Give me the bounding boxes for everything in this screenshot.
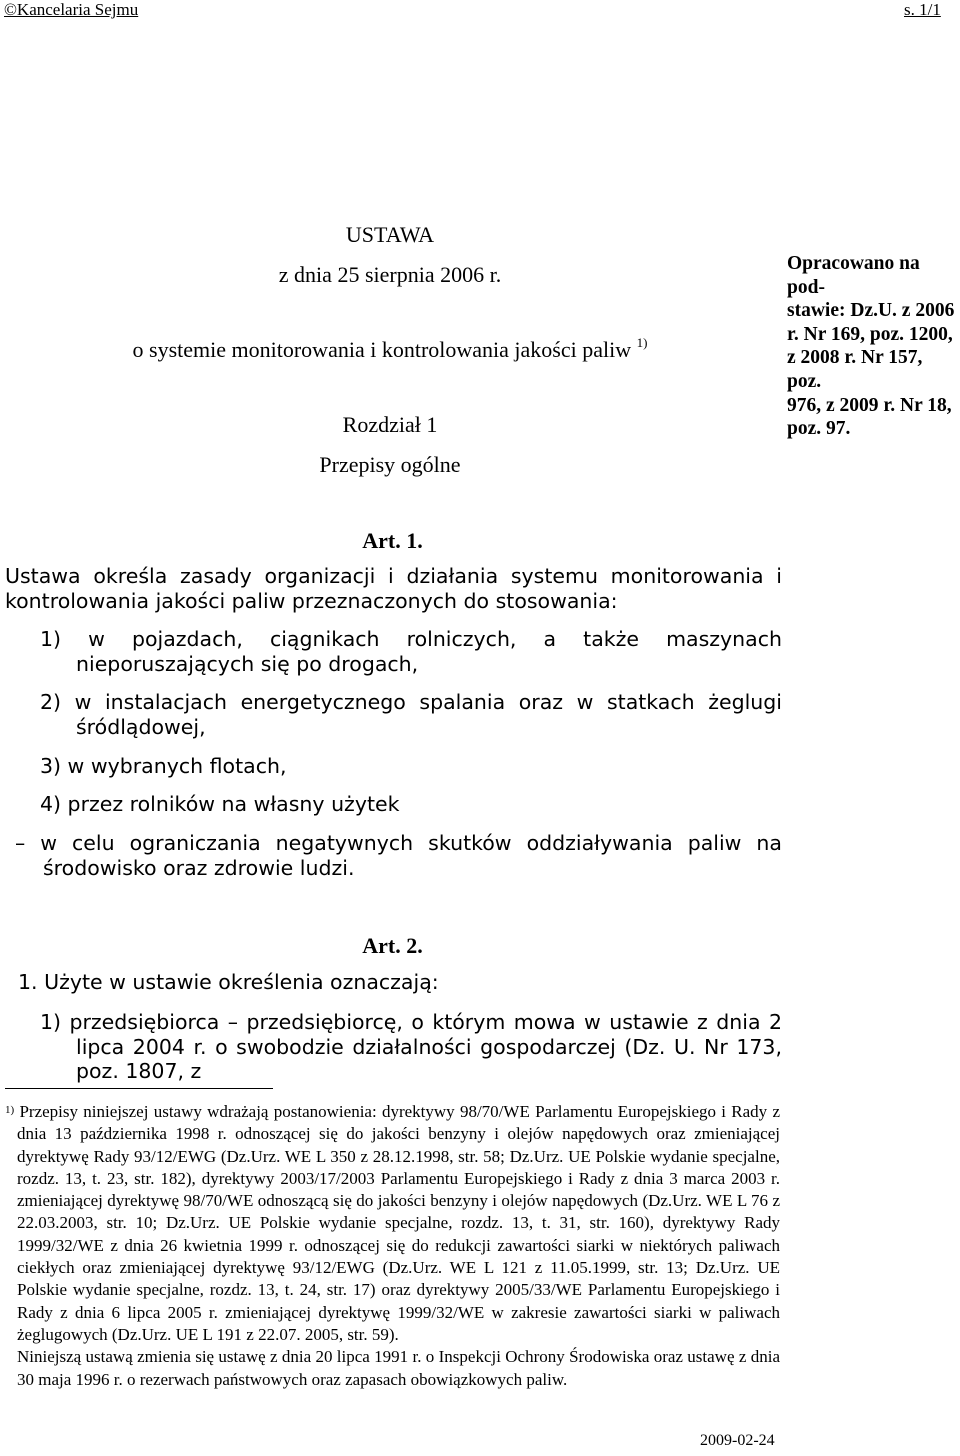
article-1-lead: Ustawa określa zasady organizacji i działania systemu monitorowania i kontrolowania jakości paliw przeznaczonych do stosowania: bbox=[5, 564, 782, 613]
article-1-item-2: 2) w instalacjach energetycznego spalania oraz w statkach żeglugi śródlądowej, bbox=[40, 690, 782, 739]
footnote-separator bbox=[5, 1088, 273, 1089]
source-note-line: poz. 97. bbox=[787, 418, 851, 440]
footnote-body: Przepisy niniejszej ustawy wdrażają postanowienia: dyrektywy 98/70/WE Parlamentu Europejskiego i Rady z dnia 13 października 1998 r. odnoszącej się do jakości benzyny i olejów napędowych oraz zmieniającej dyrektywę Rady 93/12/EWG (Dz.Urz. WE L 350 z 28.12.1998, str. 58; Dz.Urz. UE Polskie wydanie specjalne, rozdz. 13, t. 23, str. 182), dyrektywy 2003/17/2003 Parlamentu Europejskiego i Rady z dnia 3 marca 2003 r. zmieniającej dyrektywę 98/70/WE odnoszącą się do jakości benzyny i olejów napędowych (Dz.Urz. WE L 76 z 22.03.2003, str. 10; Dz.Urz. UE Polskie wydanie specjalne, rozdz. 13, t. 31, str. 160), dyrektywy Rady 1999/32/WE z dnia 26 kwietnia 1999 r. odnoszącej się do redukcji zawartości siarki w niektórych paliwach ciekłych oraz zmieniającej dyrektywę 93/12/EWG (Dz.Urz. WE L 121 z 11.05.1999, str. 13; Dz.Urz. UE Polskie wydanie specjalne, rozdz. 13, t. 24, str. 17) oraz dyrektywy 2005/33/WE Parlamentu Europejskiego i Rady z dnia 6 lipca 2005 r. zmieniającej dyrektywę 1999/32/WE w zakresie zawartości siarki w paliwach żeglugowych (Dz.Urz. UE L 191 z 22.07. 2005, str. 59). bbox=[17, 1102, 780, 1344]
source-note-line: Opracowano na pod- bbox=[787, 253, 920, 298]
act-subject-text: o systemie monitorowania i kontrolowania jakości paliw bbox=[132, 337, 632, 362]
article-2-para-1: 1. Użyte w ustawie określenia oznaczają: bbox=[18, 970, 439, 994]
footnote bbox=[5, 1101, 780, 1391]
footnote-ref[interactable]: 1) bbox=[636, 335, 648, 350]
source-note-line: z 2008 r. Nr 157, poz. bbox=[787, 347, 923, 392]
act-type: USTAWA bbox=[345, 222, 435, 247]
chapter-number: Rozdział 1 bbox=[342, 412, 438, 437]
source-note-line: r. Nr 169, poz. 1200, bbox=[787, 323, 953, 345]
footnote-marker: 1) bbox=[5, 1104, 15, 1116]
source-note bbox=[787, 252, 959, 441]
source-note-line: stawie: Dz.U. z 2006 bbox=[787, 300, 955, 322]
article-1-closing: – w celu ograniczania negatywnych skutków oddziaływania paliw na środowisko oraz zdrowie ludzi. bbox=[15, 831, 782, 880]
act-subject bbox=[130, 337, 650, 363]
chapter-name: Przepisy ogólne bbox=[319, 452, 461, 477]
article-1-title: Art. 1. bbox=[362, 528, 423, 553]
article-2-title: Art. 2. bbox=[362, 933, 423, 958]
page-number: s. 1/1 bbox=[904, 0, 941, 19]
source-note-line: 976, z 2009 r. Nr 18, bbox=[787, 394, 952, 416]
footnote-text bbox=[5, 1101, 780, 1346]
footnote-note: Niniejszą ustawą zmienia się ustawę z dnia 20 lipca 1991 r. o Inspekcji Ochrony Środowiska oraz ustawę z dnia 30 maja 1996 r. o rezerwach państwowych oraz zapasach obowiązkowych paliw. bbox=[17, 1347, 780, 1389]
article-2-item-1: 1) przedsiębiorca – przedsiębiorcę, o którym mowa w ustawie z dnia 2 lipca 2004 r. o swobodzie działalności gospodarczej (Dz. U. Nr 173, poz. 1807, z bbox=[40, 1010, 782, 1083]
article-1-item-4: 4) przez rolników na własny użytek bbox=[40, 792, 400, 816]
document-date: 2009-02-24 bbox=[700, 1432, 775, 1449]
source-link[interactable]: ©Kancelaria Sejmu bbox=[4, 0, 139, 19]
article-1-item-3: 3) w wybranych flotach, bbox=[40, 754, 287, 778]
article-1-item-1: 1) w pojazdach, ciągnikach rolniczych, a także maszynach nieporuszających się po drogach, bbox=[40, 627, 782, 676]
act-date: z dnia 25 sierpnia 2006 r. bbox=[278, 262, 502, 287]
